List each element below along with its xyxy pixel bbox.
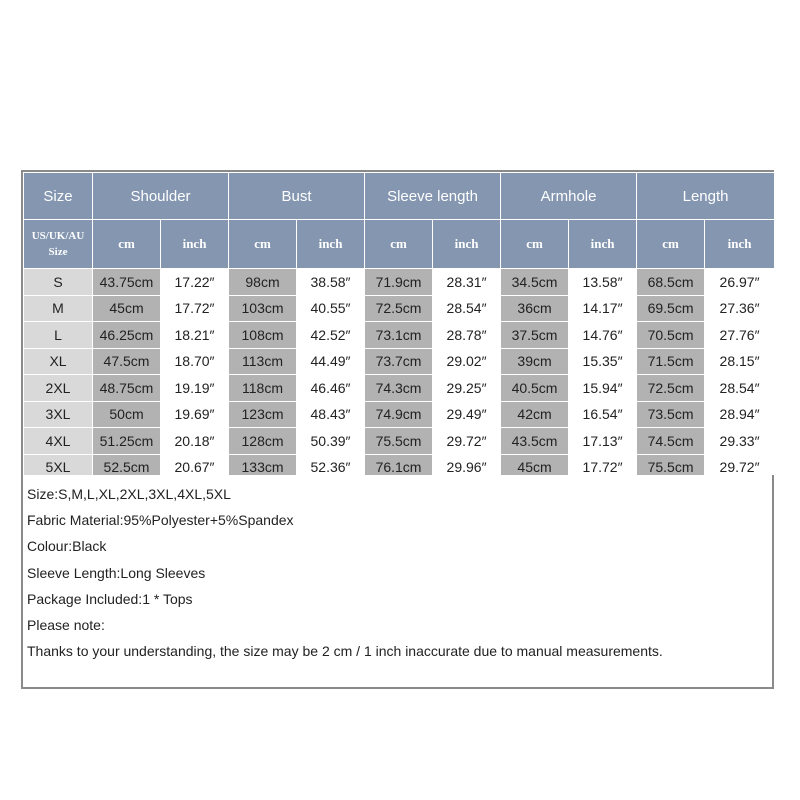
cm-value-cell: 98cm [229, 269, 297, 296]
size-chart-header [0, 112, 800, 162]
cm-value-cell: 69.5cm [637, 295, 705, 322]
header-size-region [24, 220, 93, 269]
unit-inch: inch [297, 220, 365, 269]
cm-value-cell: 48.75cm [93, 375, 161, 402]
inch-value-cell: 26.97″ [705, 269, 775, 296]
cm-value-cell: 46.25cm [93, 322, 161, 349]
cm-value-cell: 45cm [501, 454, 569, 481]
unit-cm: cm [501, 220, 569, 269]
size-table [23, 172, 775, 481]
header-row-measurements [24, 173, 775, 220]
cm-value-cell: 133cm [229, 454, 297, 481]
cm-value-cell: 72.5cm [637, 375, 705, 402]
cm-value-cell: 52.5cm [93, 454, 161, 481]
cm-value-cell: 74.5cm [637, 428, 705, 455]
inch-value-cell: 27.76″ [705, 322, 775, 349]
unit-cm: cm [365, 220, 433, 269]
size-cell: 2XL [24, 375, 93, 402]
cm-value-cell: 75.5cm [365, 428, 433, 455]
note-line: Size:S,M,L,XL,2XL,3XL,4XL,5XL [27, 486, 231, 502]
cm-value-cell: 71.9cm [365, 269, 433, 296]
cm-value-cell: 108cm [229, 322, 297, 349]
header-armhole: Armhole [501, 173, 637, 220]
size-cell: 4XL [24, 428, 93, 455]
table-row [24, 375, 775, 402]
cm-value-cell: 72.5cm [365, 295, 433, 322]
note-line: Sleeve Length:Long Sleeves [27, 564, 206, 581]
inch-value-cell: 38.58″ [297, 269, 365, 296]
note-line: Thanks to your understanding, the size may be 2 cm / 1 inch inaccurate due to manual measurements. [27, 643, 663, 660]
unit-cm: cm [637, 220, 705, 269]
cm-value-cell: 34.5cm [501, 269, 569, 296]
inch-value-cell: 13.58″ [569, 269, 637, 296]
inch-value-cell: 15.35″ [569, 348, 637, 375]
cm-value-cell: 39cm [501, 348, 569, 375]
inch-value-cell: 17.72″ [569, 454, 637, 481]
cm-value-cell: 71.5cm [637, 348, 705, 375]
cm-value-cell: 103cm [229, 295, 297, 322]
inch-value-cell: 28.15″ [705, 348, 775, 375]
size-cell: 5XL [24, 454, 93, 481]
inch-value-cell: 18.21″ [161, 322, 229, 349]
inch-value-cell: 14.76″ [569, 322, 637, 349]
cm-value-cell: 51.25cm [93, 428, 161, 455]
cm-value-cell: 75.5cm [637, 454, 705, 481]
header-length: Length [637, 173, 775, 220]
cm-value-cell: 37.5cm [501, 322, 569, 349]
size-cell: XL [24, 348, 93, 375]
inch-value-cell: 20.18″ [161, 428, 229, 455]
inch-value-cell: 29.72″ [433, 428, 501, 455]
cm-value-cell: 74.3cm [365, 375, 433, 402]
size-cell: L [24, 322, 93, 349]
inch-value-cell: 40.55″ [297, 295, 365, 322]
table-row [24, 428, 775, 455]
table-row [24, 401, 775, 428]
inch-value-cell: 42.52″ [297, 322, 365, 349]
header-bust: Bust [229, 173, 365, 220]
cm-value-cell: 73.7cm [365, 348, 433, 375]
inch-value-cell: 28.94″ [705, 401, 775, 428]
cm-value-cell: 42cm [501, 401, 569, 428]
inch-value-cell: 16.54″ [569, 401, 637, 428]
inch-value-cell: 29.25″ [433, 375, 501, 402]
header-row-units [24, 220, 775, 269]
cm-value-cell: 43.5cm [501, 428, 569, 455]
inch-value-cell: 14.17″ [569, 295, 637, 322]
size-cell: S [24, 269, 93, 296]
header-shoulder: Shoulder [93, 173, 229, 220]
inch-value-cell: 27.36″ [705, 295, 775, 322]
cm-value-cell: 128cm [229, 428, 297, 455]
unit-inch: inch [569, 220, 637, 269]
inch-value-cell: 28.78″ [433, 322, 501, 349]
size-label: Size [48, 246, 68, 258]
cm-value-cell: 40.5cm [501, 375, 569, 402]
inch-value-cell: 52.36″ [297, 454, 365, 481]
inch-value-cell: 15.94″ [569, 375, 637, 402]
cm-value-cell: 68.5cm [637, 269, 705, 296]
size-cell: 3XL [24, 401, 93, 428]
cm-value-cell: 118cm [229, 375, 297, 402]
inch-value-cell: 29.33″ [705, 428, 775, 455]
cm-value-cell: 36cm [501, 295, 569, 322]
inch-value-cell: 28.54″ [433, 295, 501, 322]
cm-value-cell: 74.9cm [365, 401, 433, 428]
unit-cm: cm [93, 220, 161, 269]
unit-inch: inch [161, 220, 229, 269]
cm-value-cell: 113cm [229, 348, 297, 375]
unit-inch: inch [433, 220, 501, 269]
header-sleeve-length: Sleeve length [365, 173, 501, 220]
product-notes [21, 475, 774, 689]
inch-value-cell: 18.70″ [161, 348, 229, 375]
cm-value-cell: 45cm [93, 295, 161, 322]
table-row [24, 269, 775, 296]
note-line: Please note: [27, 616, 105, 633]
unit-inch: inch [705, 220, 775, 269]
inch-value-cell: 28.31″ [433, 269, 501, 296]
cm-value-cell: 76.1cm [365, 454, 433, 481]
cm-value-cell: 50cm [93, 401, 161, 428]
table-row [24, 348, 775, 375]
cm-value-cell: 43.75cm [93, 269, 161, 296]
table-row [24, 295, 775, 322]
cm-value-cell: 123cm [229, 401, 297, 428]
size-table-container [21, 170, 774, 475]
header-size: Size [24, 173, 93, 220]
cm-value-cell: 73.1cm [365, 322, 433, 349]
inch-value-cell: 28.54″ [705, 375, 775, 402]
size-region-label: US/UK/AU [31, 230, 85, 242]
unit-cm: cm [229, 220, 297, 269]
table-row [24, 322, 775, 349]
size-table-body [24, 269, 775, 481]
inch-value-cell: 48.43″ [297, 401, 365, 428]
inch-value-cell: 29.49″ [433, 401, 501, 428]
inch-value-cell: 17.13″ [569, 428, 637, 455]
cm-value-cell: 70.5cm [637, 322, 705, 349]
inch-value-cell: 29.72″ [705, 454, 775, 481]
inch-value-cell: 29.02″ [433, 348, 501, 375]
cm-value-cell: 73.5cm [637, 401, 705, 428]
inch-value-cell: 19.19″ [161, 375, 229, 402]
inch-value-cell: 29.96″ [433, 454, 501, 481]
inch-value-cell: 19.69″ [161, 401, 229, 428]
inch-value-cell: 17.22″ [161, 269, 229, 296]
cm-value-cell: 47.5cm [93, 348, 161, 375]
inch-value-cell: 20.67″ [161, 454, 229, 481]
inch-value-cell: 50.39″ [297, 428, 365, 455]
size-cell: M [24, 295, 93, 322]
inch-value-cell: 17.72″ [161, 295, 229, 322]
inch-value-cell: 46.46″ [297, 375, 365, 402]
note-line: Colour:Black [27, 538, 107, 555]
inch-value-cell: 44.49″ [297, 348, 365, 375]
note-line: Fabric Material:95%Polyester+5%Spandex [27, 512, 294, 529]
note-line: Package Included:1 * Tops [27, 590, 193, 607]
